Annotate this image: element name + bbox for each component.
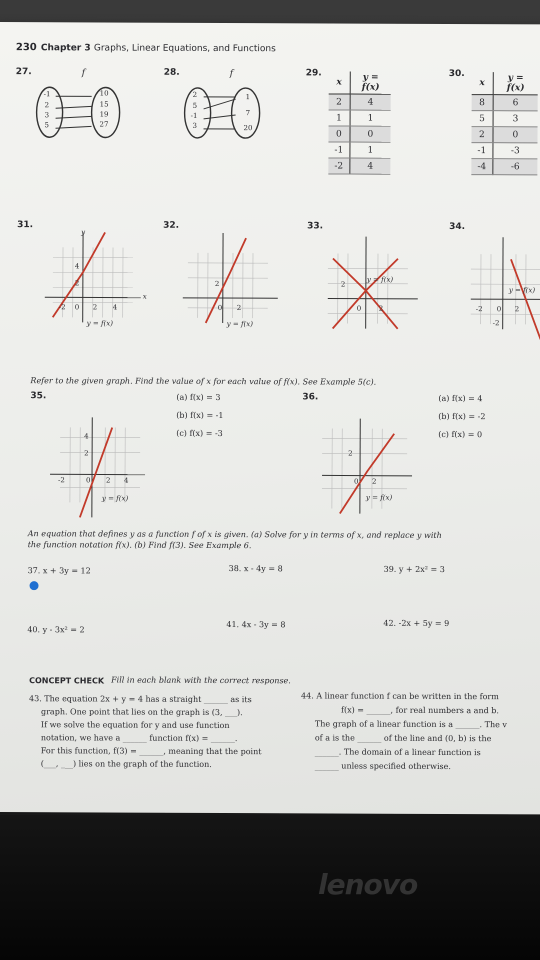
problem-28-f: f	[229, 69, 234, 80]
table-cell: 1	[329, 110, 350, 126]
table-cell: 0	[328, 126, 349, 142]
p31-function-label: y = f(x)	[86, 319, 113, 328]
tick-label: 2	[84, 449, 89, 458]
p28-range-2: 20	[243, 124, 253, 133]
tick-label: 4	[84, 432, 89, 441]
p36-part-b: (b) f(x) = -2	[438, 411, 486, 422]
problem-28-number: 28.	[163, 67, 180, 78]
p33-function-label: y = f(x)	[366, 275, 394, 284]
tick-label: -2	[58, 303, 66, 312]
tick-label: -2	[475, 305, 483, 314]
p44-line: of a is the ______ of the line and (0, b) is the	[314, 733, 492, 744]
tick-label: 2	[514, 305, 520, 314]
p30-h0: x	[472, 72, 493, 95]
p44-line: ______ unless specified otherwise.	[314, 761, 451, 772]
problem-41: 41. 4x - 3y = 8	[226, 620, 286, 630]
concept-check-heading: CONCEPT CHECK	[29, 676, 105, 686]
tick-label: 0	[217, 303, 223, 312]
p44-line: ______. The domain of a linear function is	[314, 747, 481, 758]
graph-31	[53, 227, 153, 327]
graph-35	[57, 412, 160, 522]
p27-range-1: 15	[99, 100, 109, 109]
p31-y-axis-label: y	[81, 228, 86, 237]
p28-domain-3: 3	[192, 121, 198, 130]
p43-line: 43. The equation 2x + y = 4 has a straight ______ as its	[29, 694, 252, 705]
p43-line: (___, ___) lies on the graph of the function.	[40, 759, 212, 769]
tick-label: 2	[236, 304, 242, 313]
graph-34	[471, 229, 540, 329]
p29-h1: y = f(x)	[350, 72, 391, 95]
tick-label: -2	[492, 319, 500, 328]
tick-label: 2	[214, 279, 220, 288]
problem-32-number: 32.	[163, 220, 180, 231]
graph-36	[322, 413, 422, 523]
textbook-page	[0, 22, 540, 814]
p30-h1: y = f(x)	[493, 72, 538, 95]
p27-domain-3: 5	[44, 121, 50, 130]
tick-label: 0	[74, 303, 80, 312]
problem-33-number: 33.	[307, 221, 324, 232]
tick-label: 0	[356, 304, 362, 313]
tick-label: 4	[123, 476, 129, 485]
p36-function-label: y = f(x)	[365, 493, 393, 502]
p27-range-2: 19	[99, 110, 109, 119]
p28-range-1: 7	[245, 109, 251, 118]
problem-39: 39. y + 2x² = 3	[383, 564, 445, 574]
p43-line: For this function, f(3) = ______, meaning that the point	[40, 746, 262, 757]
tick-label: 0	[353, 477, 359, 486]
lenovo-logo: lenovo	[318, 868, 418, 901]
p29-h0: x	[329, 71, 350, 94]
table-cell: -4	[471, 159, 492, 175]
table-cell: 2	[471, 127, 492, 143]
table-cell: -1	[328, 142, 349, 158]
problem-37: 37. x + 3y = 12	[27, 566, 91, 576]
table-cell: 1	[350, 110, 391, 126]
table-cell: 0	[350, 126, 391, 142]
problem-34-number: 34.	[449, 221, 466, 233]
problem-42: 42. -2x + 5y = 9	[383, 618, 450, 628]
table-cell: 1	[350, 142, 391, 158]
problem-40: 40. y - 3x² = 2	[27, 625, 85, 635]
table-cell: -6	[493, 159, 538, 175]
tick-label: 4	[74, 262, 80, 271]
p34-function-label: y = f(x)	[508, 286, 536, 295]
tick-label: 2	[378, 304, 384, 313]
problem-36-number: 36.	[302, 392, 319, 403]
p35-part-a: (a) f(x) = 3	[176, 392, 221, 402]
p27-domain-1: 2	[44, 101, 50, 110]
chapter-title: Graphs, Linear Equations, and Functions	[93, 43, 276, 55]
p27-domain-0: -1	[43, 90, 51, 99]
p32-function-label: y = f(x)	[226, 320, 253, 329]
chapter-label: Chapter 3	[40, 43, 91, 54]
table-cell: 5	[472, 111, 493, 127]
problem-29-number: 29.	[305, 68, 322, 79]
table-cell: 2	[329, 94, 350, 110]
tick-label: -2	[57, 476, 65, 485]
table-cell: -1	[471, 143, 492, 159]
tick-label: 4	[112, 303, 118, 312]
p31-x-axis-label: x	[142, 292, 147, 301]
problem-30-table	[471, 72, 537, 175]
tick-label: 2	[105, 476, 111, 485]
table-cell: 6	[493, 95, 538, 111]
table-cell: 4	[350, 94, 391, 110]
p36-part-a: (a) f(x) = 4	[438, 393, 483, 404]
table-cell: 0	[493, 127, 538, 143]
equations-instruction: An equation that defines y as a function f of x is given. (a) Solve for y in terms of x, and replace y with the function notation f(x). (b) Find f(3). See Example 6.	[27, 529, 442, 551]
p35-part-b: (b) f(x) = -1	[176, 410, 224, 421]
p27-range-3: 27	[99, 120, 109, 129]
table-cell: -3	[493, 143, 538, 159]
p44-line: 44. A linear function f can be written in the form	[301, 691, 499, 702]
p43-line: notation, we have a ______ function f(x) = ______.	[40, 733, 238, 744]
table-cell: -2	[328, 158, 349, 174]
tick-label: 2	[348, 449, 353, 458]
tick-label: 2	[340, 280, 346, 289]
p28-range-0: 1	[245, 93, 251, 102]
table-cell: 4	[350, 158, 391, 174]
video-icon[interactable]	[30, 581, 39, 590]
problem-38: 38. x - 4y = 8	[228, 564, 283, 574]
p28-domain-0: 2	[192, 90, 198, 99]
tick-label: 0	[85, 476, 91, 485]
tick-label: 0	[496, 305, 502, 314]
problem-27-number: 27.	[15, 67, 32, 78]
problem-30-number: 30.	[448, 68, 465, 80]
tick-label: 2	[371, 477, 377, 486]
page-number: 230	[15, 42, 37, 54]
concept-check-instruction: Fill in each blank with the correct response.	[111, 675, 291, 686]
p28-domain-2: -1	[190, 111, 198, 120]
p27-domain-2: 3	[44, 111, 50, 120]
p44-line: The graph of a linear function is a ______. The v	[314, 719, 507, 730]
p35-part-c: (c) f(x) = -3	[176, 428, 223, 439]
p43-line: If we solve the equation for y and use function	[40, 720, 230, 731]
p35-function-label: y = f(x)	[101, 494, 129, 503]
laptop-bezel	[0, 815, 540, 960]
p43-line: graph. One point that lies on the graph is (3, ___).	[40, 707, 243, 718]
problem-29-table	[328, 71, 390, 174]
table-cell: 8	[472, 95, 493, 111]
table-cell: 3	[493, 111, 538, 127]
p27-range-0: 10	[99, 89, 109, 98]
p36-part-c: (c) f(x) = 0	[438, 429, 483, 440]
graph-32	[188, 228, 288, 328]
problem-27-f: f	[81, 68, 86, 79]
problem-31-number: 31.	[17, 220, 34, 231]
tick-label: 2	[92, 303, 98, 312]
tick-label: 2	[74, 279, 80, 288]
refer-instruction: Refer to the given graph. Find the value of x for each value of f(x). See Example 5(c).	[30, 376, 377, 387]
p44-line: f(x) = ______, for real numbers a and b.	[340, 705, 499, 716]
problem-35-number: 35.	[30, 391, 47, 402]
p28-domain-1: 5	[192, 101, 198, 110]
